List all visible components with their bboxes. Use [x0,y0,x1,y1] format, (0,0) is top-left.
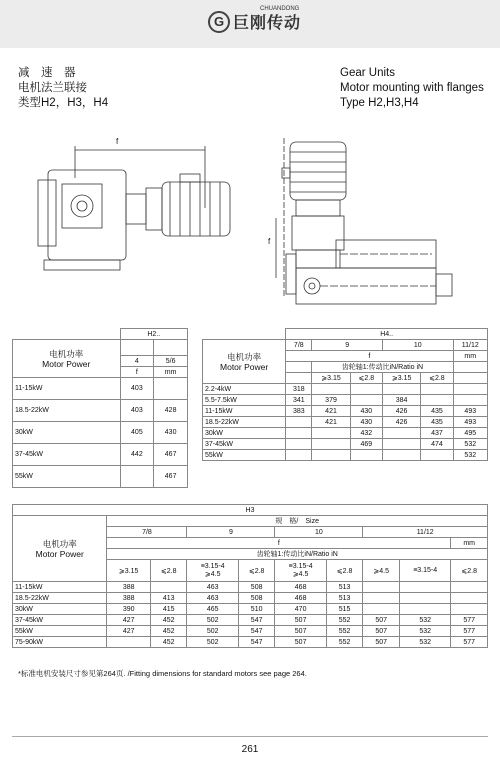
f-value-cell: 388 [107,582,150,593]
table-row [203,417,488,428]
table-row [13,444,188,466]
motor-power-cell: 37-45kW [13,444,121,466]
f-value-cell: 502 [187,615,238,626]
logo-mark-icon: G [208,11,230,33]
f-value-cell [451,593,488,604]
f-value-cell: 427 [107,626,150,637]
f-value-cell: 452 [150,615,187,626]
f-value-cell [382,450,420,461]
f-value-cell: 390 [107,604,150,615]
f-value-cell [286,439,312,450]
motor-power-cell: 55kW [203,450,286,461]
f-value-cell: 507 [363,615,400,626]
title-cn-line: 电机法兰联接 [18,82,87,94]
header-bar [0,0,500,48]
ratio-cell: ≡3.15-4 ⩾4.5 [187,560,238,582]
f-value-cell [382,439,420,450]
motor-power-cell: 75-90kW [13,637,107,648]
motor-power-cell: 2.2-4kW [203,384,286,395]
motor-power-label [13,516,107,582]
motor-power-text: 电机功率 Motor Power [35,538,84,559]
f-value-cell: 442 [120,444,154,466]
f-value-cell: 452 [150,626,187,637]
f-value-cell: 463 [187,582,238,593]
f-value-cell: 508 [238,582,275,593]
motor-power-cell: 37-45kW [13,615,107,626]
f-value-cell [286,428,312,439]
f-value-cell: 547 [238,615,275,626]
f-value-cell: 469 [350,439,382,450]
table-h3 [12,504,488,648]
f-value-cell: 547 [238,626,275,637]
motor-power-label [13,340,121,378]
f-value-cell: 468 [275,593,326,604]
mm-cell: mm [453,351,487,362]
f-cell: f [120,367,154,378]
f-value-cell: 415 [150,604,187,615]
f-value-cell [312,439,350,450]
f-value-cell: 384 [382,395,420,406]
f-value-cell [451,604,488,615]
f-value-cell [399,593,450,604]
f-value-cell: 532 [453,450,487,461]
gear-unit-drawings [20,128,490,318]
f-value-cell [286,417,312,428]
f-value-cell: 413 [150,593,187,604]
title-en-line: Motor mounting with flanges [340,82,484,94]
motor-power-cell: 18.5-22kW [203,417,286,428]
table-header: H3 [13,505,488,516]
f-value-cell: 577 [451,626,488,637]
table-row [203,384,488,395]
f-value-cell: 532 [399,626,450,637]
f-value-cell: 508 [238,593,275,604]
f-value-cell [382,384,420,395]
f-value-cell: 426 [382,406,420,417]
f-value-cell [363,593,400,604]
size-cell: 10 [382,340,453,351]
dim-f-label: f [268,237,271,246]
motor-power-text: 电机功率 Motor Power [220,351,269,372]
f-value-cell [154,378,188,400]
f-value-cell: 421 [312,417,350,428]
f-value-cell: 547 [238,637,275,648]
logo-chinese: 巨刚传动 [233,13,302,32]
ratio-cell: ⩽2.8 [326,560,363,582]
ratio-cell: ⩾3.15 [312,373,350,384]
size-cell: 9 [187,527,275,538]
ratio-cell: ⩽2.8 [451,560,488,582]
f-value-cell: 552 [326,615,363,626]
motor-power-cell: 55kW [13,466,121,488]
side-view-drawing [38,137,230,270]
f-value-cell [421,450,453,461]
f-value-cell [350,384,382,395]
table-row [13,637,488,648]
table-row [203,395,488,406]
table-row [203,439,488,450]
f-value-cell: 532 [399,637,450,648]
f-value-cell [312,384,350,395]
f-cell: f [107,538,451,549]
motor-power-label [203,340,286,384]
motor-power-cell: 11-15kW [203,406,286,417]
title-en-line: Type H2,H3,H4 [340,97,419,109]
f-value-cell [382,428,420,439]
f-value-cell: 532 [453,439,487,450]
f-value-cell [363,604,400,615]
f-value-cell: 426 [382,417,420,428]
mm-cell: mm [451,538,488,549]
f-value-cell: 318 [286,384,312,395]
f-value-cell: 435 [421,417,453,428]
footnote: *标准电机安装尺寸参见第264页. /Fitting dimensions for standard motors see page 264. [18,669,307,678]
f-value-cell: 463 [187,593,238,604]
ratio-cell: 4 [120,356,154,367]
title-english [340,66,484,111]
title-chinese [18,66,108,111]
ratio-cell: ≡3.15-4 ⩾4.5 [275,560,326,582]
ratio-cell: ⩾3.15 [382,373,420,384]
f-cell: f [286,351,453,362]
f-value-cell [363,582,400,593]
f-value-cell: 428 [154,400,188,422]
table-header: H4.. [286,329,488,340]
f-value-cell [421,384,453,395]
motor-power-text: 电机功率 Motor Power [42,348,91,369]
size-cell: 11/12 [363,527,488,538]
f-value-cell [312,450,350,461]
ratio-cell: ≡3.15-4 [399,560,450,582]
f-value-cell: 495 [453,428,487,439]
f-value-cell [453,395,487,406]
f-value-cell: 435 [421,406,453,417]
table-row [203,450,488,461]
f-value-cell [350,395,382,406]
f-value-cell: 379 [312,395,350,406]
table-row [13,615,488,626]
motor-power-cell: 18.5-22kW [13,400,121,422]
motor-power-cell: 11-15kW [13,582,107,593]
f-value-cell: 502 [187,637,238,648]
table-row [13,593,488,604]
f-value-cell: 405 [120,422,154,444]
ratio-cell: 5/6 [154,356,188,367]
f-value-cell: 577 [451,637,488,648]
f-value-cell: 532 [399,615,450,626]
f-value-cell [312,428,350,439]
title-en-line: Gear Units [340,67,395,79]
ratio-cell: ⩽2.8 [150,560,187,582]
f-value-cell: 470 [275,604,326,615]
title-cn-line: 类型H2，H3，H4 [18,97,109,109]
f-value-cell: 468 [275,582,326,593]
f-value-cell: 507 [275,615,326,626]
f-value-cell: 507 [363,626,400,637]
ratio-cell: ⩾4.5 [363,560,400,582]
f-value-cell: 388 [107,593,150,604]
f-value-cell: 552 [326,637,363,648]
f-value-cell: 427 [107,615,150,626]
f-value-cell: 383 [286,406,312,417]
f-value-cell: 515 [326,604,363,615]
f-value-cell: 474 [421,439,453,450]
f-value-cell [350,450,382,461]
dim-f-label: f [116,137,119,146]
page-number: 261 [241,744,259,755]
f-value-cell: 421 [312,406,350,417]
table-row [13,400,188,422]
f-value-cell: 437 [421,428,453,439]
f-value-cell: 432 [350,428,382,439]
motor-power-cell: 18.5-22kW [13,593,107,604]
motor-power-cell: 30kW [13,422,121,444]
f-value-cell: 465 [187,604,238,615]
f-value-cell: 403 [120,378,154,400]
f-value-cell: 513 [326,593,363,604]
size-cell: 10 [275,527,363,538]
f-value-cell: 577 [451,615,488,626]
f-value-cell [453,384,487,395]
logo-english: CHUANDONG [260,6,300,12]
f-value-cell: 507 [275,637,326,648]
ratio-label: 齿轮轴1:传动比iN/Ratio iN [312,362,453,373]
table-row [203,406,488,417]
table-h4 [202,328,488,461]
f-value-cell: 552 [326,626,363,637]
f-value-cell: 452 [150,637,187,648]
f-value-cell: 510 [238,604,275,615]
f-value-cell [399,582,450,593]
f-value-cell: 430 [154,422,188,444]
table-h2 [12,328,188,488]
motor-power-cell: 30kW [13,604,107,615]
f-value-cell: 493 [453,417,487,428]
footer-divider [12,736,488,737]
f-value-cell: 341 [286,395,312,406]
f-value-cell: 502 [187,626,238,637]
table-row [13,378,188,400]
f-value-cell: 507 [275,626,326,637]
f-value-cell [421,395,453,406]
table-row [13,466,188,488]
ratio-cell: ⩾3.15 [107,560,150,582]
size-cell: 7/8 [107,527,187,538]
table-header: H2.. [120,329,187,340]
f-value-cell [120,466,154,488]
f-value-cell: 430 [350,406,382,417]
f-value-cell [451,582,488,593]
size-cell: 9 [312,340,383,351]
motor-power-cell: 5.5-7.5kW [203,395,286,406]
table-row [13,626,488,637]
table-row [13,604,488,615]
f-value-cell: 403 [120,400,154,422]
motor-power-cell: 11-15kW [13,378,121,400]
f-value-cell [107,637,150,648]
f-value-cell: 467 [154,466,188,488]
motor-power-cell: 37-45kW [203,439,286,450]
ratio-cell: ⩽2.8 [238,560,275,582]
brand-logo [208,6,302,33]
f-value-cell [399,604,450,615]
size-label: 规 格/ Size [107,516,488,527]
title-cn-line: 减 速 器 [18,67,76,79]
motor-power-cell: 55kW [13,626,107,637]
f-value-cell: 507 [363,637,400,648]
mm-cell: mm [154,367,188,378]
table-row [13,422,188,444]
ratio-cell: ⩽2.8 [350,373,382,384]
table-row [13,582,488,593]
size-cell: 11/12 [453,340,487,351]
f-value-cell: 513 [326,582,363,593]
ratio-label: 齿轮轴1:传动比iN/Ratio iN [107,549,488,560]
f-value-cell: 493 [453,406,487,417]
ratio-cell: ⩽2.8 [421,373,453,384]
f-value-cell [286,450,312,461]
motor-power-cell: 30kW [203,428,286,439]
front-view-drawing [268,138,452,304]
f-value-cell: 430 [350,417,382,428]
f-value-cell [150,582,187,593]
table-row [203,428,488,439]
size-cell: 7/8 [286,340,312,351]
f-value-cell: 467 [154,444,188,466]
